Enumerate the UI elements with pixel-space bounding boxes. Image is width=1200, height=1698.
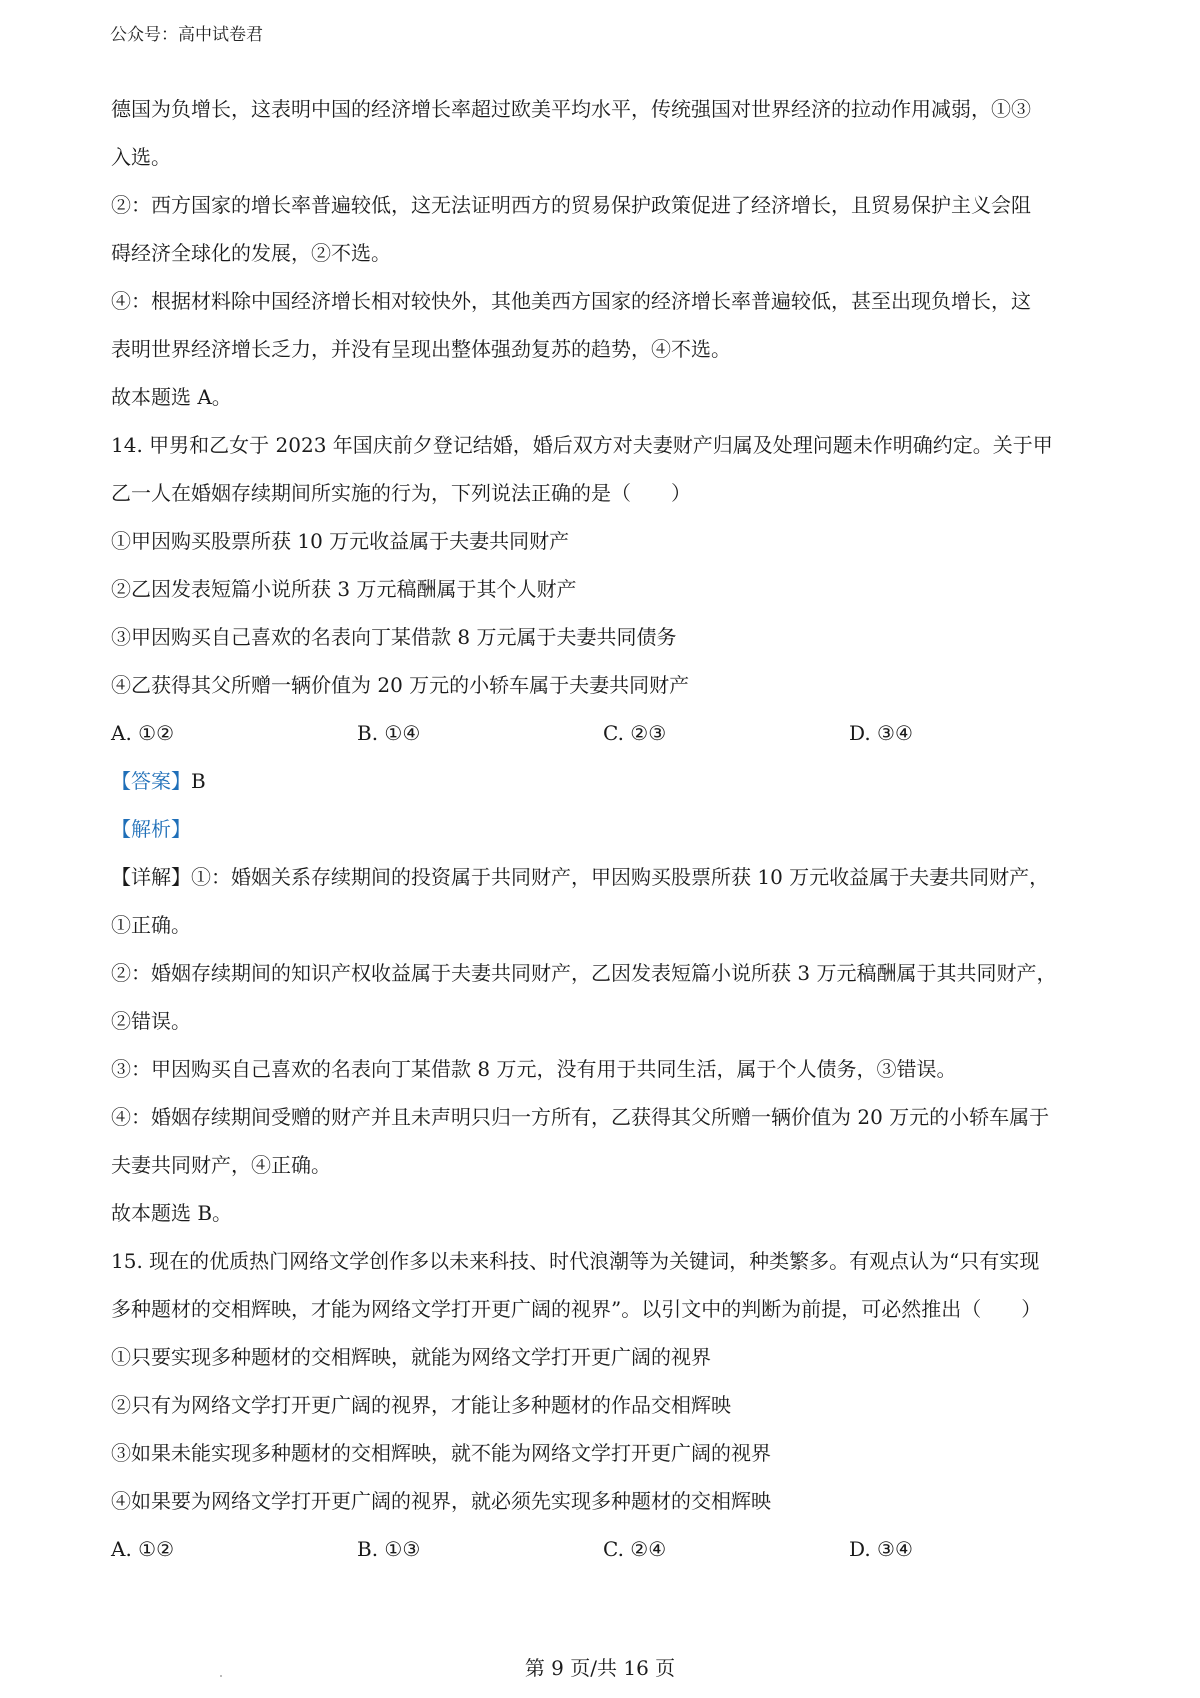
question-stem: 15. 现在的优质热门网络文学创作多以未来科技、时代浪潮等为关键词，种类繁多。有观点认为“只有实现: [111, 1249, 1040, 1273]
detail-line: ③：甲因购买自己喜欢的名表向丁某借款 8 万元，没有用于共同生活，属于个人债务，③错误。: [111, 1057, 957, 1081]
answer-options: [111, 709, 1101, 757]
detail-line: [111, 853, 1101, 901]
text-line: 德国为负增长，这表明中国的经济增长率超过欧美平均水平，传统强国对世界经济的拉动作用减弱，①③: [111, 97, 1031, 121]
answer-line: [111, 757, 1101, 805]
analysis-line: [111, 805, 1101, 853]
detail-line: 夫妻共同财产，④正确。: [111, 1153, 331, 1177]
text-line: 故本题选 A。: [111, 385, 232, 409]
text-line: ②：西方国家的增长率普遍较低，这无法证明西方的贸易保护政策促进了经济增长，且贸易保护主义会阻: [111, 193, 1031, 217]
answer-tag: 【答案】: [111, 769, 191, 793]
analysis-tag: 【解析】: [111, 817, 191, 841]
question-stem: 乙一人在婚姻存续期间所实施的行为，下列说法正确的是（ ）: [111, 481, 691, 505]
option-a: A. ①②: [111, 1537, 175, 1561]
text-line: 入选。: [111, 145, 171, 169]
question-stem: 多种题材的交相辉映，才能为网络文学打开更广阔的视界”。以引文中的判断为前提，可必然推出（ ）: [111, 1297, 1042, 1321]
question-15: [111, 1237, 1101, 1573]
page-footer: 第 9 页/共 16 页: [524, 1656, 676, 1680]
text-line: ④：根据材料除中国经济增长相对较快外，其他美西方国家的经济增长率普遍较低，甚至出现负增长，这: [111, 289, 1031, 313]
document-body: [111, 85, 1101, 1573]
option-b: B. ①④: [357, 721, 421, 745]
question-stem: 14. 甲男和乙女于 2023 年国庆前夕登记结婚，婚后双方对夫妻财产归属及处理问题未作明确约定。关于甲: [111, 433, 1053, 457]
statement-item: ④乙获得其父所赠一辆价值为 20 万元的小轿车属于夫妻共同财产: [111, 673, 690, 697]
question-14: [111, 421, 1101, 1237]
option-a: A. ①②: [111, 721, 175, 745]
option-d: D. ③④: [849, 1537, 913, 1561]
conclusion-line: 故本题选 B。: [111, 1201, 233, 1225]
statement-item: ①只要实现多种题材的交相辉映，就能为网络文学打开更广阔的视界: [111, 1345, 711, 1369]
detail-line: ②错误。: [111, 1009, 191, 1033]
detail-text: ①：婚姻关系存续期间的投资属于共同财产，甲因购买股票所获 10 万元收益属于夫妻共同财产，: [191, 865, 1050, 889]
statement-item: ③如果未能实现多种题材的交相辉映，就不能为网络文学打开更广阔的视界: [111, 1441, 771, 1465]
answer-value: B: [191, 769, 206, 793]
statement-item: ④如果要为网络文学打开更广阔的视界，就必须先实现多种题材的交相辉映: [111, 1489, 771, 1513]
option-c: C. ②④: [603, 1537, 667, 1561]
option-d: D. ③④: [849, 721, 913, 745]
detail-line: ②：婚姻存续期间的知识产权收益属于夫妻共同财产，乙因发表短篇小说所获 3 万元稿酬属于其共同财产，: [111, 961, 1057, 985]
statement-item: ③甲因购买自己喜欢的名表向丁某借款 8 万元属于夫妻共同债务: [111, 625, 677, 649]
statement-item: ②乙因发表短篇小说所获 3 万元稿酬属于其个人财产: [111, 577, 577, 601]
text-line: 碍经济全球化的发展，②不选。: [111, 241, 391, 265]
answer-options: [111, 1525, 1101, 1573]
page-header: 公众号：高中试卷君: [110, 25, 263, 45]
detail-line: ④：婚姻存续期间受赠的财产并且未声明只归一方所有，乙获得其父所赠一辆价值为 20 万元的小轿车属于: [111, 1105, 1050, 1129]
option-b: B. ①③: [357, 1537, 421, 1561]
detail-tag: 【详解】: [111, 865, 191, 889]
detail-line: ①正确。: [111, 913, 191, 937]
text-line: 表明世界经济增长乏力，并没有呈现出整体强劲复苏的趋势，④不选。: [111, 337, 731, 361]
statement-item: ①甲因购买股票所获 10 万元收益属于夫妻共同财产: [111, 529, 570, 553]
statement-item: ②只有为网络文学打开更广阔的视界，才能让多种题材的作品交相辉映: [111, 1393, 731, 1417]
option-c: C. ②③: [603, 721, 667, 745]
